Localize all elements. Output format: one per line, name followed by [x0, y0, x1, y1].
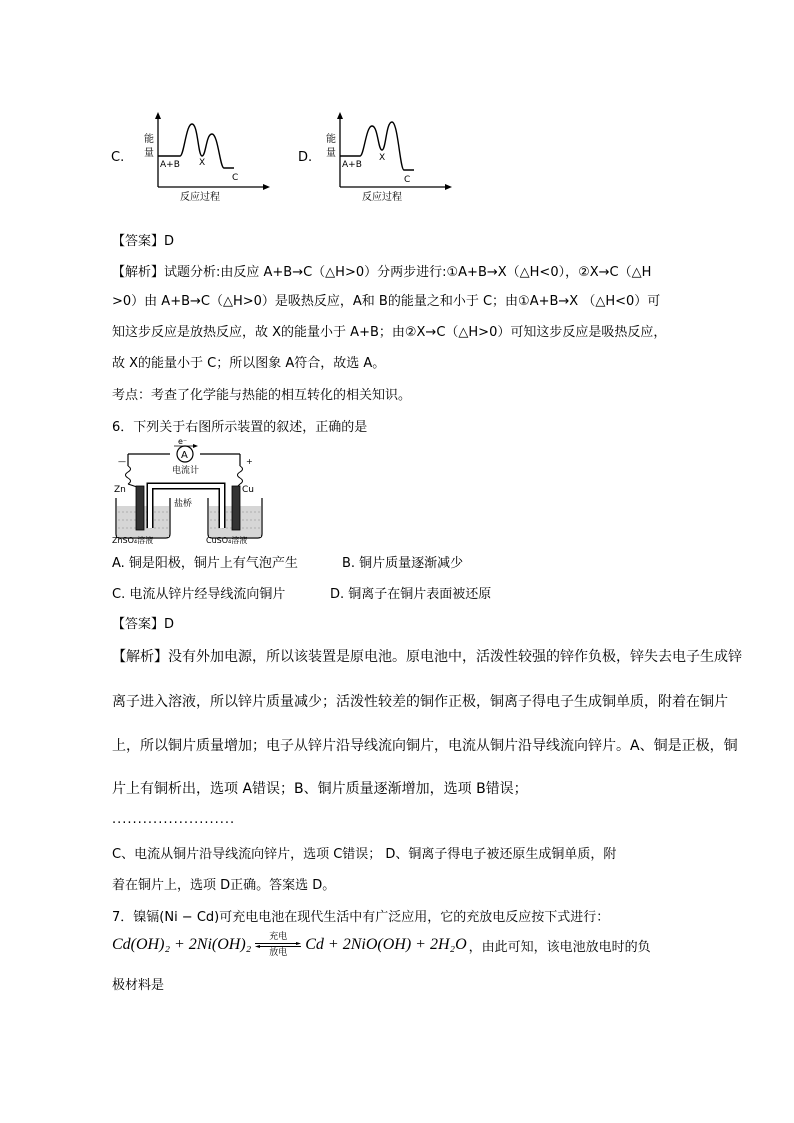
- plus-sign: +: [246, 457, 253, 466]
- znso4-label: ZnSO₄溶液: [112, 536, 154, 544]
- q5-analysis-line: 【解析】试题分析:由反应 A+B→C（△H>0）分两步进行:①A+B→X（△H<0），②X→C（△H: [112, 265, 652, 280]
- equation-products: Cd + 2NiO(OH) + 2H₂O: [305, 936, 467, 953]
- cu-label: Cu: [242, 485, 254, 495]
- cuso4-label: CuSO₄溶液: [206, 536, 248, 544]
- dotted-separator: ........................: [112, 812, 236, 827]
- q6-analysis-line: 【解析】没有外加电源，所以该装置是原电池。原电池中，活泼性较强的锌作负极，锌失去电子生成锌: [112, 649, 742, 665]
- q6-stem: 6．下列关于右图所示装置的叙述，正确的是: [112, 420, 368, 435]
- graph-d-xlabel: 反应过程: [362, 192, 402, 203]
- graph-c-intermediate: X: [199, 158, 206, 168]
- energy-graph-c: [136, 112, 276, 204]
- salt-bridge-label: 盐桥: [174, 499, 193, 509]
- equation-arrow: [255, 932, 301, 958]
- minus-sign: —: [118, 457, 126, 466]
- q6-option-c: C. 电流从锌片经导线流向铜片: [112, 587, 286, 602]
- ammeter-symbol: A: [181, 450, 188, 461]
- option-d-label: D.: [298, 150, 313, 165]
- q6-option-d: D. 铜离子在铜片表面被还原: [330, 587, 492, 602]
- graph-d-intermediate: X: [379, 153, 386, 163]
- discharge-label: 放电: [269, 948, 288, 958]
- graph-c-ylabel-2: 量: [144, 148, 154, 159]
- graph-d-reactants: A+B: [342, 160, 362, 170]
- q6-analysis-line: 上，所以铜片质量增加；电子从锌片沿导线流向铜片，电流从铜片沿导线流向锌片。A、铜是正极，铜: [112, 738, 738, 754]
- q6-answer: 【答案】D: [112, 617, 175, 632]
- q6-option-a: A. 铜是阳极，铜片上有气泡产生: [112, 556, 298, 571]
- electron-label: e⁻: [178, 437, 188, 446]
- q5-analysis-line: 知这步反应是放热反应，故 X的能量小于 A+B；由②X→C（△H>0）可知这步反应是吸热反应，: [112, 325, 667, 340]
- q7-stem: 7．镍镉(Ni − Cd)可充电电池在现代生活中有广泛应用，它的充放电反应按下式进行：: [112, 910, 610, 925]
- energy-graph-d: [318, 112, 458, 204]
- q5-analysis-line: >0）由 A+B→C（△H>0）是吸热反应，A和 B的能量之和小于 C；由①A+B→X （△H<0）可: [112, 294, 661, 309]
- graph-d-product: C: [404, 175, 411, 185]
- equation-reactants: Cd(OH)₂ + 2Ni(OH)₂: [112, 936, 252, 953]
- q5-analysis-line: 故 X的能量小于 C；所以图象 A符合，故选 A。: [112, 356, 386, 371]
- q5-kaodian: 考点：考查了化学能与热能的相互转化的相关知识。: [112, 388, 412, 403]
- equation-tail: ，由此可知，该电池放电时的负: [468, 939, 651, 955]
- q7-equation: [112, 930, 651, 960]
- q6-analysis-line: 离子进入溶液，所以锌片质量减少；活泼性较差的铜作正极，铜离子得电子生成铜单质，附着在铜片: [112, 694, 728, 710]
- q5-answer: 【答案】D: [112, 234, 175, 249]
- zn-label: Zn: [114, 485, 126, 495]
- q6-tail-line: 着在铜片上，选项 D正确。答案选 D。: [112, 878, 336, 893]
- graph-d-ylabel-1: 能: [326, 134, 336, 145]
- graph-c-xlabel: 反应过程: [180, 192, 220, 203]
- graph-c-reactants: A+B: [160, 160, 180, 170]
- option-c-label: C.: [111, 150, 125, 165]
- q6-option-b: B. 铜片质量逐渐减少: [342, 556, 464, 571]
- q7-last-line: 极材料是: [112, 978, 165, 993]
- graph-d-ylabel-2: 量: [326, 148, 336, 159]
- graph-c-ylabel-1: 能: [144, 134, 154, 145]
- q6-analysis-line: 片上有铜析出，选项 A错误；B、铜片质量逐渐增加，选项 B错误；: [112, 781, 528, 797]
- galvanic-cell-diagram: [112, 436, 272, 544]
- meter-label: 电流计: [172, 466, 200, 476]
- charge-label: 充电: [269, 932, 288, 942]
- q6-tail-line: C、电流从铜片沿导线流向锌片，选项 C错误； D、铜离子得电子被还原生成铜单质，附: [112, 847, 617, 862]
- graph-c-product: C: [232, 173, 239, 183]
